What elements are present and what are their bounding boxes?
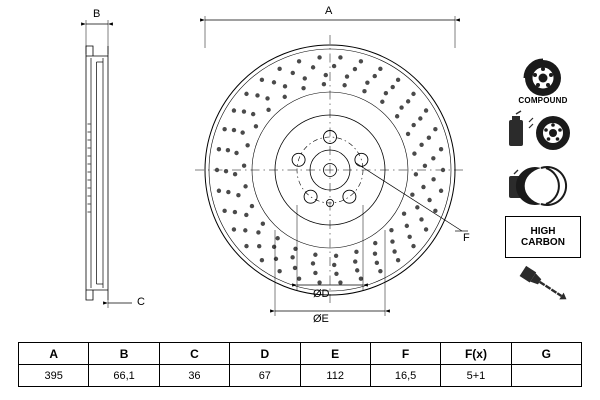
table-header-cell-D: D <box>230 343 300 365</box>
table-cell <box>511 365 581 387</box>
coated-disc-icon <box>505 110 591 156</box>
wear-indicator-icon <box>505 162 591 210</box>
table-header-cell-A: A <box>19 343 89 365</box>
table-cell: 16,5 <box>370 365 440 387</box>
feature-icon-column <box>505 58 591 310</box>
dimension-label-D: ØD <box>313 288 330 300</box>
table-header-row <box>19 343 582 365</box>
high-carbon-line1: HIGH <box>530 225 556 237</box>
dimension-label-C: C <box>137 296 145 308</box>
table-header-cell-Fx: F(x) <box>441 343 511 365</box>
table-row <box>19 365 582 387</box>
table-cell: 67 <box>230 365 300 387</box>
table-cell: 36 <box>159 365 229 387</box>
specification-table <box>18 342 582 387</box>
high-carbon-badge <box>505 216 591 258</box>
dimension-label-E: ØE <box>313 313 329 325</box>
table-header-cell-G: G <box>511 343 581 365</box>
table-cell: 112 <box>300 365 370 387</box>
table-header-cell-E: E <box>300 343 370 365</box>
table-header-cell-B: B <box>89 343 159 365</box>
high-carbon-line2: CARBON <box>521 237 565 248</box>
compound-label: COMPOUND <box>518 96 568 105</box>
table-header-cell-F: F <box>370 343 440 365</box>
dimension-label-B: B <box>93 8 101 20</box>
table-cell: 66,1 <box>89 365 159 387</box>
mounting-screw-icon <box>505 264 591 304</box>
table-cell: 395 <box>19 365 89 387</box>
table-cell: 5+1 <box>441 365 511 387</box>
compound-disc-icon <box>505 58 591 104</box>
front-view-group <box>195 16 468 316</box>
dimension-label-A: A <box>325 5 333 17</box>
table-header-cell-C: C <box>159 343 229 365</box>
side-view-group <box>86 20 132 308</box>
dimension-label-F: F <box>463 232 470 244</box>
